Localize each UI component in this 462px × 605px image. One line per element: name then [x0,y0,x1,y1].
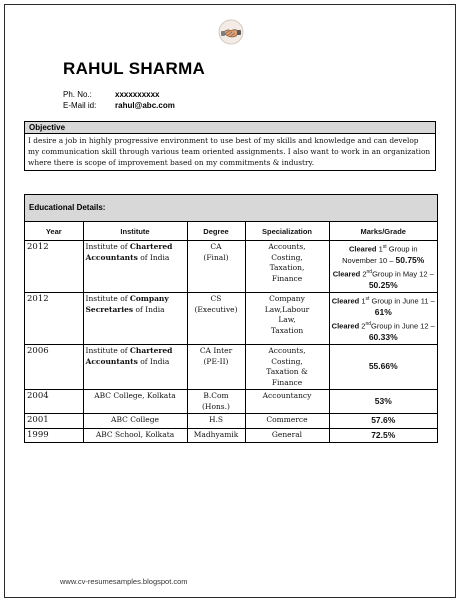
marks-percentage: 50.75% [395,255,425,265]
institute-suffix: of India [137,252,170,262]
marks-ordinal-suffix: nd [366,268,373,275]
marks-cleared: Cleared [331,296,360,306]
cell-year: 1999 [25,428,83,442]
marks-ordinal-suffix: nd [365,320,372,327]
table-row [25,241,437,293]
institute-prefix: Institute of [85,294,130,303]
marks-text: Group in June 12 – [371,321,435,330]
marks-line [332,319,436,344]
institute-suffix: of India [137,356,170,366]
table-row [25,428,437,442]
cell-institute: ABC College [83,414,187,429]
column-header-degree: Degree [187,222,245,241]
table-row [25,293,437,345]
objective-text: I desire a job in highly progressive environment to use best of my skills and knowledge and can develop my communication skill through various team oriented assignments. I also want to work in an organization where there is scope of improvement based on my commitments & industry. [28,136,431,167]
candidate-name: RAHUL SHARMA [63,59,206,78]
institute-name: Company Secretaries [85,294,169,314]
email-label: E-Mail id: [63,101,97,110]
marks-line [332,267,436,292]
cell-specialization: Accounts, Costing, Taxation, Finance [245,241,329,293]
institute-name: Chartered Accountants [85,242,173,262]
resume-page [4,4,456,598]
education-heading: Educational Details: [25,195,437,222]
cell-degree: CA (Final) [187,241,245,293]
column-header-specialization: Specialization [245,222,329,241]
cell-marks [329,345,437,390]
cell-year: 2012 [25,293,83,345]
education-header-row [25,222,437,241]
marks-percentage: 57.6% [371,415,396,425]
cell-institute [83,293,187,345]
marks-percentage: 61% [374,307,392,317]
cell-marks [329,428,437,442]
cell-degree: Madhyamik [187,428,245,442]
marks-ordinal: 1 [361,296,366,306]
cell-institute [83,345,187,390]
column-header-institute: Institute [83,222,187,241]
marks-percentage: 60.33% [368,331,398,342]
marks-cleared: Cleared [348,244,377,254]
marks-ordinal: 2 [362,269,367,278]
marks-cleared: Cleared [332,269,361,278]
cell-year: 2006 [25,345,83,390]
institute-name: Chartered Accountants [85,346,173,366]
marks-percentage: 50.25% [368,279,398,290]
table-row [25,345,437,390]
marks-percentage: 53% [374,395,392,406]
cell-year: 2001 [25,414,83,429]
footer-url[interactable]: www.cv-resumesamples.blogspot.com [60,577,188,586]
cell-specialization: General [245,428,329,442]
cell-degree: CS (Executive) [187,293,245,345]
phone-label: Ph. No.: [63,90,92,99]
column-header-year: Year [25,222,83,241]
cell-institute: ABC College, Kolkata [83,390,187,414]
email-value[interactable]: rahul@abc.com [115,101,175,110]
cell-degree: CA Inter (PE-II) [187,345,245,390]
cell-year: 2004 [25,390,83,414]
table-row [25,390,437,414]
marks-text: Group in May 12 – [372,269,434,278]
cell-marks [329,390,437,414]
cell-specialization: Commerce [245,414,329,429]
cell-specialization: Accountancy [245,390,329,414]
email-line [63,101,175,110]
marks-text: Group in November 10 – [342,244,418,265]
cell-year: 2012 [25,241,83,293]
institute-suffix: of India [133,304,165,314]
institute-prefix: Institute of [85,242,130,251]
education-table [25,222,437,442]
cell-specialization: Accounts, Costing, Taxation & Finance [245,345,329,390]
marks-ordinal-suffix: st [365,296,370,302]
cell-institute [83,241,187,293]
phone-line [63,90,160,99]
marks-text: Group in June 11 – [369,296,435,306]
marks-ordinal: 2 [361,321,366,330]
marks-percentage: 72.5% [371,429,396,440]
marks-ordinal-suffix: st [382,244,387,250]
cell-marks [329,241,437,293]
marks-ordinal: 1 [378,244,383,254]
objective-section [24,121,436,171]
education-section [24,194,438,443]
cell-specialization: Company Law,Labour Law, Taxation [245,293,329,345]
marks-line [332,294,436,319]
marks-line [332,242,436,267]
marks-cleared: Cleared [331,321,360,330]
cell-marks [329,414,437,429]
objective-heading: Objective [25,122,435,134]
phone-value: xxxxxxxxxx [115,90,160,99]
cell-marks [329,293,437,345]
institute-prefix: Institute of [85,346,130,355]
column-header-marks: Marks/Grade [329,222,437,241]
marks-percentage: 55.66% [368,361,398,372]
table-row [25,414,437,429]
handshake-logo-icon [218,19,244,45]
cell-institute: ABC School, Kolkata [83,428,187,442]
cell-degree: B.Com (Hons.) [187,390,245,414]
cell-degree: H.S [187,414,245,429]
